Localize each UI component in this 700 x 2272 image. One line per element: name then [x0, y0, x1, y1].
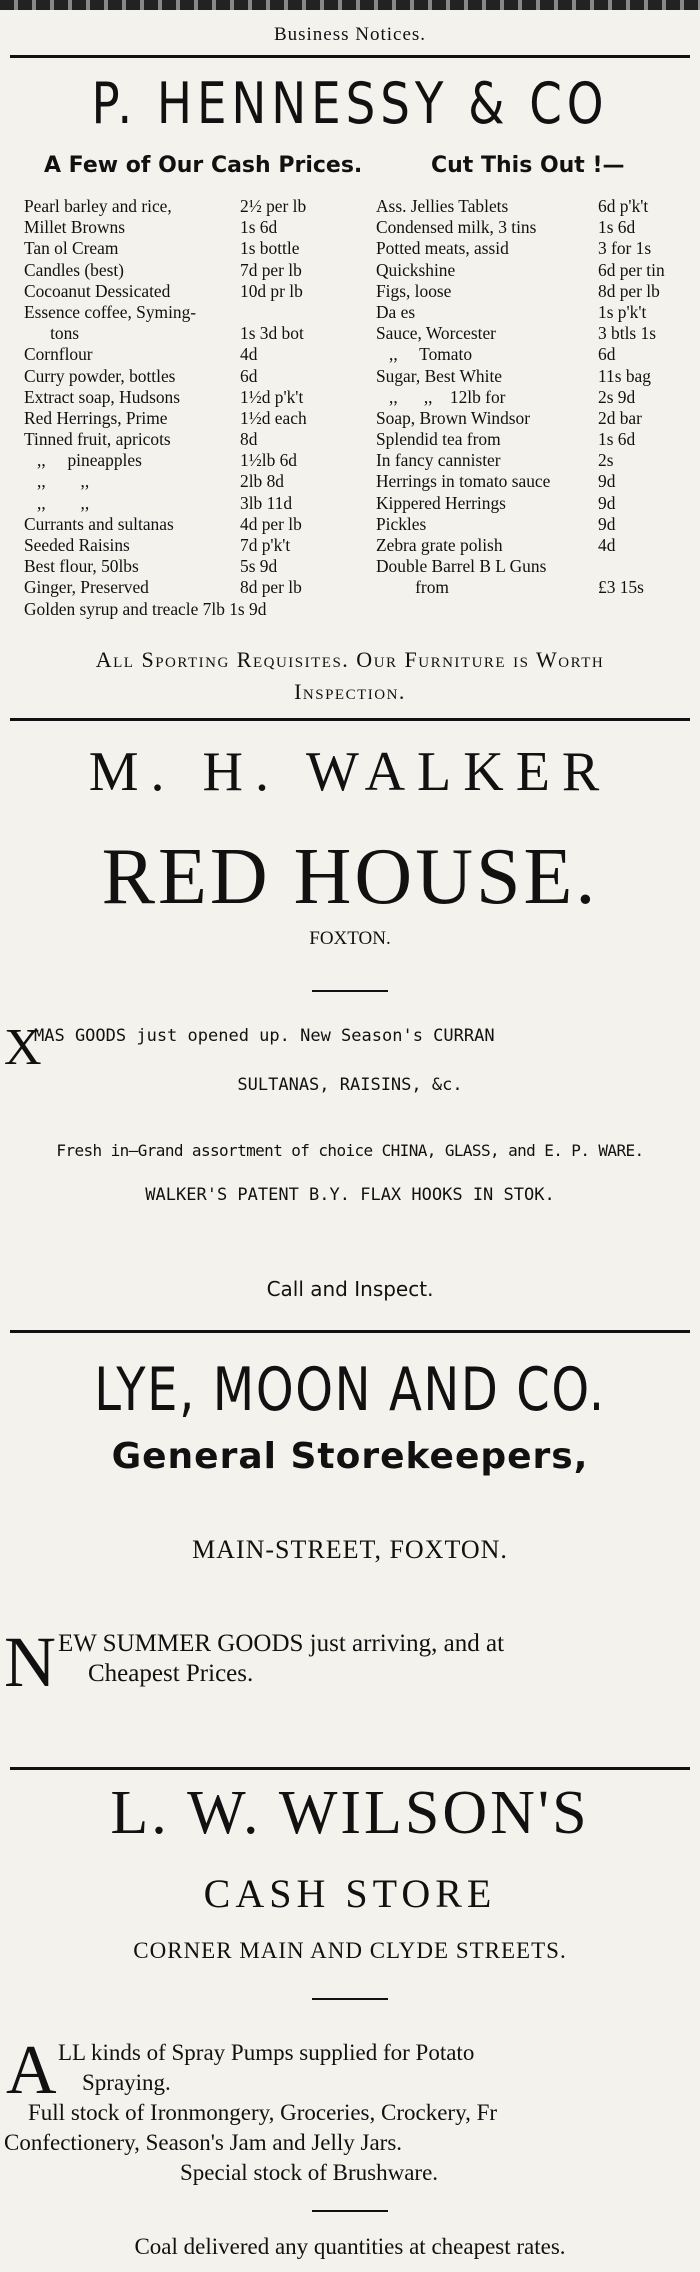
- price-list-row: [24, 599, 374, 620]
- item-price: 3 for 1s: [598, 238, 652, 259]
- price-list-row: [376, 493, 698, 514]
- item-name: Herrings in tomato sauce: [376, 471, 551, 492]
- item-price: 8d per lb: [598, 280, 660, 301]
- header-rule: [10, 55, 690, 58]
- price-list-row: [376, 344, 698, 365]
- item-name: Quickshine: [376, 259, 456, 280]
- item-name: Figs, loose: [376, 280, 452, 301]
- wilson-line4: Confectionery, Season's Jam and Jelly Jars.: [4, 2130, 403, 2155]
- item-price: 11s bag: [598, 365, 651, 386]
- walker-name: M. H. WALKER: [88, 741, 612, 803]
- price-list-row: [24, 535, 374, 556]
- item-name: In fancy cannister: [376, 450, 501, 471]
- price-list-row: [24, 281, 374, 302]
- price-list-row: [376, 217, 698, 238]
- item-name: Potted meats, assid: [376, 238, 509, 259]
- item-name: Millet Browns: [24, 217, 125, 238]
- wilson-coal-line: Coal delivered any quantities at cheapest rates.: [134, 2234, 566, 2259]
- item-price: 6d p'k't: [598, 196, 649, 216]
- hennessy-name: P. HENNESSY & CO: [91, 71, 609, 137]
- item-name: Cocoanut Dessicated: [24, 280, 171, 301]
- item-name: Best flour, 50lbs: [24, 556, 139, 577]
- wilson-line5: Special stock of Brushware.: [180, 2160, 439, 2185]
- price-list-row: [24, 260, 374, 281]
- item-price: 1s 6d: [598, 217, 636, 238]
- item-name: Curry powder, bottles: [24, 365, 176, 386]
- item-name: ,, ,,: [24, 492, 90, 513]
- item-name: Candles (best): [24, 259, 124, 280]
- item-name: Double Barrel B L Guns: [376, 556, 547, 577]
- price-list-row: [24, 344, 374, 365]
- price-list-row: [24, 408, 374, 429]
- walker-fresh-line: Fresh in—Grand assortment of choice CHINA, GLASS, and E. P. WARE.: [56, 1141, 644, 1160]
- item-name: Currants and sultanas: [24, 513, 174, 534]
- item-name: Cornflour: [24, 344, 93, 365]
- price-list-row: [24, 556, 374, 577]
- wilson-drop-initial: A: [6, 2032, 57, 2109]
- item-price: £3 15s: [598, 577, 644, 598]
- price-list-row: [376, 450, 698, 471]
- item-price: 1s 6d: [598, 429, 636, 450]
- item-name: Soap, Brown Windsor: [376, 407, 531, 428]
- price-list-row: [376, 577, 698, 598]
- item-name: ,, Tomato: [376, 344, 473, 365]
- short-rule: [312, 1998, 388, 2000]
- hennessy-right-price-list: [376, 196, 698, 599]
- rule-after-walker: [10, 1330, 690, 1333]
- hennessy-footer-line1: All Sporting Requisites. Our Furniture is Worth: [95, 647, 605, 672]
- item-price: 9d: [598, 513, 616, 534]
- lye-moon-ad: [0, 1350, 700, 1430]
- price-list-row: [376, 471, 698, 492]
- item-name: Kippered Herrings: [376, 492, 506, 513]
- item-price: 1s 3d bot: [240, 323, 304, 344]
- wilson-line3: Full stock of Ironmongery, Groceries, Crockery, Fr: [28, 2100, 498, 2125]
- short-rule: [312, 990, 388, 992]
- item-name: ,, ,, 12lb for: [376, 386, 506, 407]
- lye-moon-line2: Cheapest Prices.: [88, 1660, 254, 1687]
- price-list-row: [24, 323, 374, 344]
- item-price: 9d: [598, 471, 616, 492]
- item-price: 4d per lb: [240, 513, 302, 534]
- item-price: 2½ per lb: [240, 196, 307, 216]
- item-price: 2d bar: [598, 407, 642, 428]
- price-list-row: [376, 323, 698, 344]
- item-price: 3lb 11d: [240, 492, 293, 513]
- item-name: Splendid tea from: [376, 429, 501, 450]
- price-list-row: [376, 238, 698, 259]
- price-list-row: [24, 238, 374, 259]
- rule-after-lye-moon: [10, 1767, 690, 1770]
- price-list-row: [24, 577, 374, 598]
- price-list-row: [24, 302, 374, 323]
- wilson-store: CASH STORE: [203, 1871, 497, 1916]
- price-list-row: [376, 196, 698, 217]
- item-name: Golden syrup and treacle 7lb 1s 9d: [24, 598, 267, 619]
- item-price: 1s p'k't: [598, 301, 647, 322]
- item-price: 10d pr lb: [240, 280, 303, 301]
- short-rule: [312, 2210, 388, 2212]
- item-price: 5s 9d: [240, 556, 278, 577]
- price-list-row: [376, 281, 698, 302]
- item-price: 4d: [598, 535, 616, 555]
- item-name: Condensed milk, 3 tins: [376, 217, 537, 238]
- item-name: ,, ,,: [24, 471, 90, 492]
- price-list-row: [376, 260, 698, 281]
- price-list-row: [376, 514, 698, 535]
- item-name: Ginger, Preserved: [24, 577, 149, 598]
- item-name: Seeded Raisins: [24, 535, 130, 555]
- item-name: Pearl barley and rice,: [24, 196, 172, 216]
- price-list-row: [24, 514, 374, 535]
- lye-moon-trade: General Storekeepers,: [111, 1436, 589, 1477]
- item-price: 9d: [598, 492, 616, 513]
- walker-drop-initial: X: [4, 1019, 42, 1076]
- price-list-row: [376, 535, 698, 556]
- hennessy-right-subheading: Cut This Out !—: [431, 153, 625, 178]
- item-name: Zebra grate polish: [376, 535, 503, 555]
- item-name: Pickles: [376, 513, 427, 534]
- item-price: 2lb 8d: [240, 471, 284, 492]
- price-list-row: [24, 429, 374, 450]
- item-name: tons: [24, 323, 80, 344]
- walker-xmas-line: MAS GOODS just opened up. New Season's CURRAN: [34, 1026, 495, 1046]
- price-list-row: [24, 493, 374, 514]
- item-price: 7d p'k't: [240, 535, 291, 555]
- item-price: 2s 9d: [598, 386, 636, 407]
- item-price: 2s: [598, 450, 614, 471]
- wilson-line2: Spraying.: [82, 2070, 171, 2095]
- item-price: 1s 6d: [240, 217, 278, 238]
- item-price: 3 btls 1s: [598, 323, 656, 344]
- wilson-line1: LL kinds of Spray Pumps supplied for Potato: [58, 2040, 475, 2065]
- price-list-row: [24, 387, 374, 408]
- price-list-row: [376, 387, 698, 408]
- price-list-row: [376, 366, 698, 387]
- item-name: Sauce, Worcester: [376, 323, 496, 344]
- price-list-row: [24, 217, 374, 238]
- top-border-band: [0, 0, 700, 10]
- lye-moon-line1: EW SUMMER GOODS just arriving, and at: [58, 1630, 505, 1657]
- price-list-row: [24, 471, 374, 492]
- item-price: 6d per tin: [598, 259, 665, 280]
- lye-moon-name: LYE, MOON AND CO.: [94, 1355, 606, 1425]
- item-price: 1½d p'k't: [240, 386, 304, 407]
- item-name: Red Herrings, Prime: [24, 407, 168, 428]
- price-list-row: [376, 302, 698, 323]
- price-list-row: [24, 450, 374, 471]
- item-name: Essence coffee, Syming-: [24, 301, 197, 322]
- item-price: 7d per lb: [240, 259, 302, 280]
- rule-after-hennessy: [10, 718, 690, 721]
- item-name: Sugar, Best White: [376, 365, 503, 386]
- item-name: Da es: [376, 301, 416, 322]
- hennessy-footer-line2: Inspection.: [294, 679, 406, 704]
- item-name: Ass. Jellies Tablets: [376, 196, 509, 216]
- price-list-row: [24, 366, 374, 387]
- item-name: Extract soap, Hudsons: [24, 386, 181, 407]
- item-price: 1s bottle: [240, 238, 300, 259]
- item-price: 8d per lb: [240, 577, 302, 598]
- walker-xmas-line2: SULTANAS, RAISINS, &c.: [237, 1075, 463, 1095]
- item-name: from: [376, 577, 449, 598]
- price-list-row: [24, 196, 374, 217]
- hennessy-left-subheading: A Few of Our Cash Prices.: [44, 153, 363, 178]
- item-name: ,, pineapples: [24, 450, 142, 471]
- price-list-row: [376, 556, 698, 577]
- walker-patent-line: WALKER'S PATENT B.Y. FLAX HOOKS IN STOK.: [145, 1185, 555, 1205]
- lye-moon-drop-initial: N: [4, 1622, 56, 1702]
- item-price: 1½d each: [240, 407, 307, 428]
- price-list-row: [376, 429, 698, 450]
- hennessy-left-price-list: [24, 196, 374, 620]
- walker-town: FOXTON.: [309, 928, 391, 949]
- item-price: 4d: [240, 344, 258, 365]
- hennessy-ad: [0, 62, 700, 146]
- wilson-name: L. W. WILSON'S: [110, 1779, 590, 1847]
- item-price: 8d: [240, 429, 258, 450]
- item-price: 1½lb 6d: [240, 450, 298, 471]
- section-heading: Business Notices.: [273, 24, 427, 45]
- wilson-corner: CORNER MAIN AND CLYDE STREETS.: [133, 1938, 567, 1963]
- price-list-row: [376, 408, 698, 429]
- item-name: Tinned fruit, apricots: [24, 429, 171, 450]
- walker-call-line: Call and Inspect.: [266, 1277, 434, 1301]
- walker-shop-name: RED HOUSE.: [101, 833, 599, 921]
- item-name: Tan ol Cream: [24, 238, 119, 259]
- lye-moon-address: MAIN-STREET, FOXTON.: [192, 1535, 508, 1564]
- item-price: 6d: [598, 344, 616, 365]
- item-price: 6d: [240, 365, 258, 386]
